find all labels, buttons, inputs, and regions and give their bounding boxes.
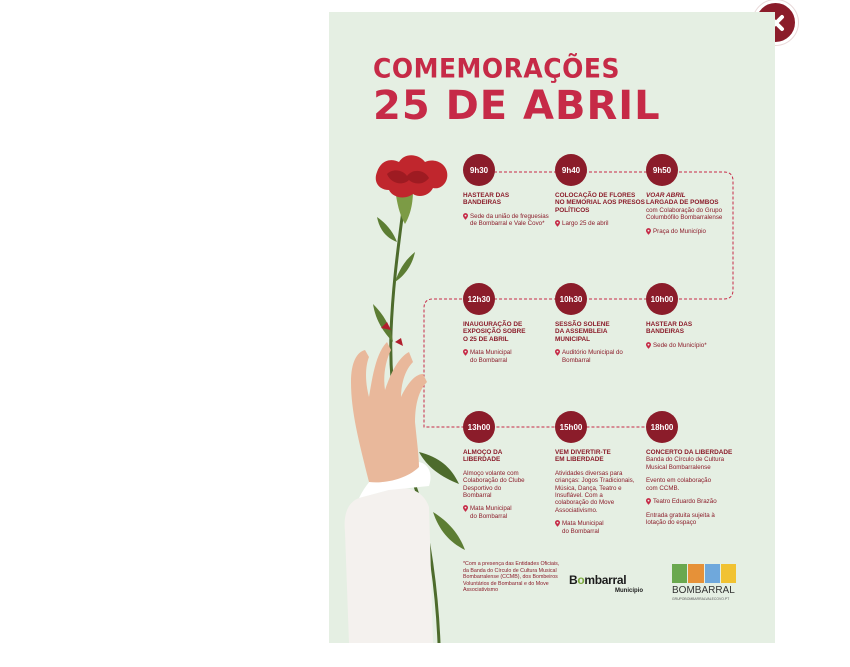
event-extra: Entrada gratuita sujeita à lotação do espaço	[646, 511, 715, 526]
location-pin-icon	[463, 505, 468, 512]
logo-letter-o: o	[577, 573, 585, 587]
footnote: *Com a presença das Entidades Oficiais, da Banda do Círculo de Cultura Musical Bombarralense (CCMB), dos Bombeiros Voluntários de Bombarral e do Move Associativismo	[463, 561, 560, 594]
event-location	[555, 520, 645, 535]
event-location-text: Sede da união de freguesias de Bombarral e Vale Covo*	[470, 212, 549, 228]
time-badge: 10h00	[646, 283, 678, 315]
event-item	[646, 154, 736, 235]
event-location	[463, 213, 553, 228]
event-item	[555, 411, 645, 535]
location-pin-icon	[646, 498, 651, 505]
event-title: INAUGURAÇÃO DE EXPOSIÇÃO SOBRE O 25 DE ABRIL	[463, 321, 526, 343]
event-location-text: Teatro Eduardo Brazão	[653, 498, 717, 506]
event-location	[555, 349, 645, 364]
logo-bombarral	[672, 564, 736, 606]
location-pin-icon	[463, 349, 468, 356]
time-badge: 15h00	[555, 411, 587, 443]
logo-letters: mbarral	[584, 573, 627, 587]
event-location-text: Mata Municipal do Bombarral	[470, 505, 512, 520]
title-line1: COMEMORAÇÕES	[373, 53, 620, 84]
location-pin-icon	[555, 220, 560, 227]
event-location-text: Largo 25 de abril	[562, 220, 609, 228]
event-location	[463, 505, 553, 520]
event-item	[463, 411, 553, 520]
event-title-main: LARGADA DE POMBOS	[646, 199, 719, 207]
event-description: Atividades diversas para crianças: Jogos Tradicionais, Música, Dança, Teatro e Insuflável. Com a colaboração do Move Associativismo.	[555, 469, 635, 514]
event-subtitle: Banda do Círculo de Cultura Musical Bombarralense	[646, 456, 725, 471]
time-badge: 9h30	[463, 154, 495, 186]
event-title: CONCERTO DA LIBERDADE	[646, 449, 733, 456]
title-line2: 25 DE ABRIL	[373, 83, 661, 129]
logo-municipio	[569, 573, 649, 599]
event-title-italic: VOAR ABRIL	[646, 192, 686, 199]
time-badge: 13h00	[463, 411, 495, 443]
event-item	[463, 154, 553, 228]
logo-bombarral-name: BOMBARRAL	[672, 585, 735, 596]
event-location	[646, 228, 736, 235]
time-badge: 10h30	[555, 283, 587, 315]
event-description: Almoço volante com Colaboração do Clube Desportivo do Bombarral	[463, 469, 525, 500]
event-location	[463, 349, 553, 364]
event-title: HASTEAR DAS BANDEIRAS	[463, 192, 510, 207]
logo-letter: B	[569, 573, 578, 587]
location-pin-icon	[555, 520, 560, 527]
event-poster	[329, 12, 775, 643]
event-item	[463, 283, 553, 364]
poster-title	[373, 53, 661, 129]
event-title: COLOCAÇÃO DE FLORES NO MEMORIAL AOS PRESOS POLÍTICOS	[555, 192, 645, 214]
event-description: com Colaboração do Grupo Columbófilo Bombarralense	[646, 206, 723, 222]
event-title: ALMOÇO DA LIBERDADE	[463, 449, 503, 464]
location-pin-icon	[646, 342, 651, 349]
event-location	[646, 342, 736, 349]
event-description: Evento em colaboração com CCMB.	[646, 477, 712, 492]
event-location-text: Auditório Municipal do Bombarral	[562, 349, 623, 364]
time-badge: 18h00	[646, 411, 678, 443]
event-title: SESSÃO SOLENE DA ASSEMBLEIA MUNICIPAL	[555, 321, 610, 343]
event-title: HASTEAR DAS BANDEIRAS	[646, 321, 693, 336]
time-badge: 12h30	[463, 283, 495, 315]
logo-municipio-name	[569, 573, 649, 587]
event-item	[555, 154, 645, 228]
logo-tiles	[672, 564, 736, 583]
event-location-text: Mata Municipal do Bombarral	[562, 520, 604, 535]
location-pin-icon	[463, 213, 468, 220]
event-title: VEM DIVERTIR-TE EM LIBERDADE	[555, 449, 611, 464]
time-badge: 9h40	[555, 154, 587, 186]
event-location-text: Sede do Município*	[653, 341, 707, 349]
event-location-text: Mata Municipal do Bombarral	[470, 349, 512, 364]
location-pin-icon	[555, 349, 560, 356]
event-location	[646, 498, 736, 505]
time-badge: 9h50	[646, 154, 678, 186]
location-pin-icon	[646, 228, 651, 235]
event-location-text: Praça do Município	[653, 227, 706, 235]
logo-bombarral-url: GRUPOBOMBARRALVALECOVO.PT	[672, 597, 730, 601]
event-location	[555, 220, 645, 227]
event-item	[646, 411, 736, 526]
event-title	[646, 192, 736, 207]
logo-municipio-sub: Município	[615, 588, 643, 594]
event-item	[646, 283, 736, 349]
event-item	[555, 283, 645, 364]
